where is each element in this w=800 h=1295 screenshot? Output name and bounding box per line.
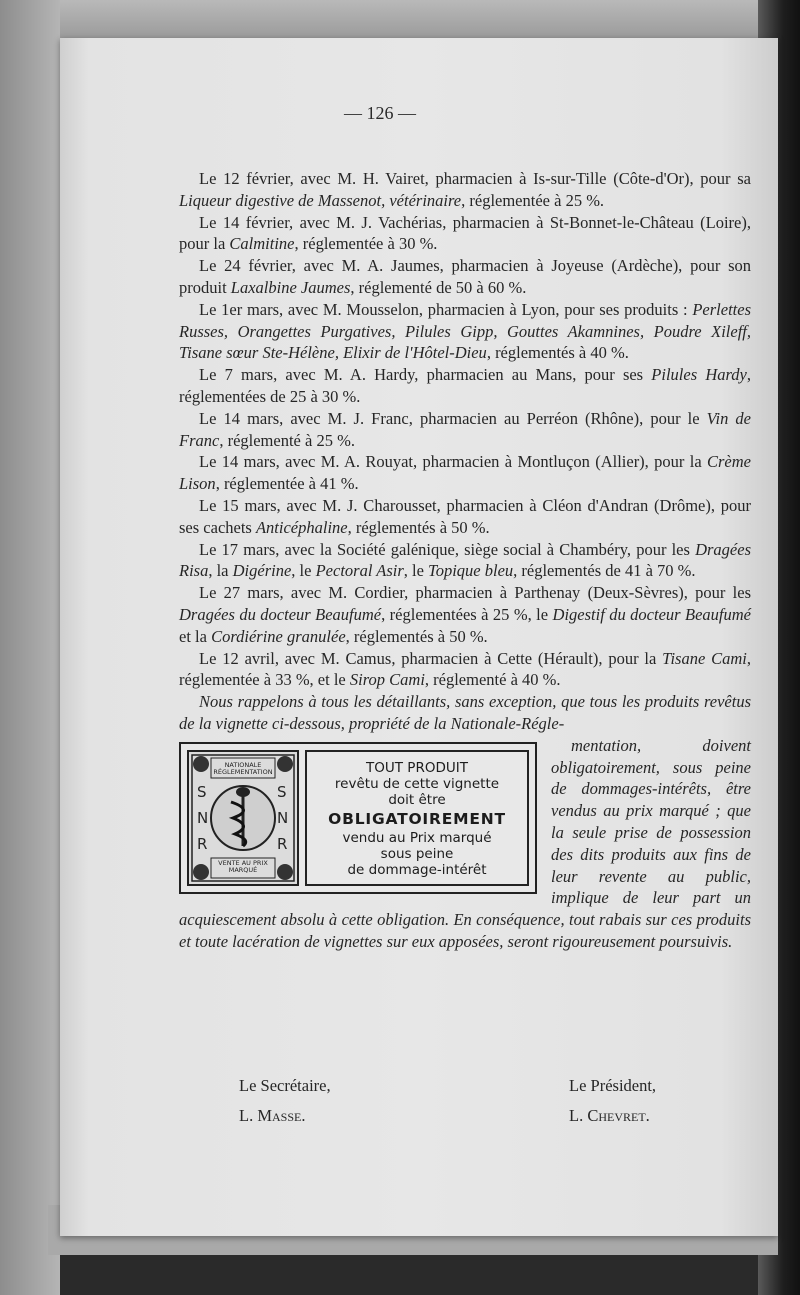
paragraph-text: Le 1er mars, avec M. Mousselon, pharmacien à Lyon, pour ses produits : <box>199 299 693 319</box>
notice-box-line: de dommage-intérêt <box>347 861 487 878</box>
product-name: Liqueur digestive de Massenot, vétérinaire <box>179 190 462 210</box>
paragraph-text: , réglementés de 41 à 70 %. <box>513 561 696 581</box>
stamp-top-label: NATIONALE RÉGLEMENTATION <box>213 760 273 776</box>
paragraph-text: , réglementé à 40 %. <box>424 670 561 690</box>
product-name: Tisane Cami <box>662 648 747 668</box>
secretary-name: L. Masse. <box>239 1106 306 1125</box>
product-name: Perlettes Russes, Orangettes Purgatives, Pilules Gipp, Gouttes Akamnines, Poudre Xileff, Tisane sœur Ste-Hélène, Elixir de l'Hôtel-Dieu <box>179 299 751 363</box>
product-name: Digérine <box>232 561 292 581</box>
paragraph-text: , réglementées de 25 à 30 %. <box>179 365 751 406</box>
paragraph-text: Le 27 mars, avec M. Cordier, pharmacien à Parthenay (Deux-Sèvres), pour les <box>199 583 751 603</box>
agreement-paragraph <box>179 364 751 408</box>
product-name: Calmitine <box>229 234 295 254</box>
stamp-bottom-label: VENTE AU PRIX MARQUÉ <box>218 858 268 874</box>
paragraph-text: , réglementés à 50 %. <box>345 626 488 646</box>
paragraph-text: , réglementés à 40 %. <box>486 343 629 363</box>
paragraph-list <box>179 168 751 691</box>
notice-box-line: revêtu de cette vignette <box>334 775 500 792</box>
notice-box-emphasis: OBLIGATOIREMENT <box>328 809 506 828</box>
notice-paragraph <box>179 691 751 735</box>
agreement-paragraph <box>179 648 751 692</box>
paragraph-text: , réglementée à 33 %, et le <box>179 648 751 690</box>
secretary-signature <box>239 1071 331 1131</box>
vignette-stamp <box>187 750 299 886</box>
president-name: L. Chevret. <box>569 1106 650 1125</box>
paragraph-text: Le 12 avril, avec M. Camus, pharmacien à Cette (Hérault), pour la <box>199 648 663 668</box>
product-name: Pilules Hardy <box>651 365 747 385</box>
paragraph-text: Le 12 février, avec M. H. Vairet, pharmacien à Is-sur-Tille (Côte-d'Or), pour sa <box>199 169 751 188</box>
stamp-letter: N <box>277 808 289 827</box>
product-name: Vin de Franc <box>179 408 752 450</box>
page-number: — 126 — <box>344 103 416 123</box>
paragraph-text: Le 14 février, avec M. J. Vachérias, pharmacien à St-Bonnet-le-Château (Loire), pour la <box>179 212 751 254</box>
paragraph-text: , réglementé à 25 %. <box>219 430 355 450</box>
stamp-letter: S <box>277 782 287 801</box>
notice-lead-text: Nous rappelons à tous les détaillants, sans exception, que tous les produits revêtus de la vignette ci-dessous, propriété de la Nationale-Régle- <box>179 692 751 733</box>
agreement-paragraph <box>179 255 751 299</box>
paragraph-text: , réglementés à 50 %. <box>347 517 490 537</box>
agreement-paragraph <box>179 495 751 539</box>
product-name: Sirop Cami <box>349 670 425 690</box>
paragraph-text: Le 24 février, avec M. A. Jaumes, pharmacien à Joyeuse (Ardèche), pour son produit <box>179 256 751 297</box>
paragraph-text: , réglementé de 50 à 60 %. <box>350 277 527 297</box>
paragraph-text: , le <box>403 561 429 581</box>
body-text <box>179 168 751 953</box>
notice-box-line: sous peine <box>380 845 454 862</box>
president-title: Le Président, <box>569 1076 657 1095</box>
stamp-letter: R <box>197 834 208 853</box>
agreement-paragraph <box>179 582 751 647</box>
paragraph-text: Le 14 mars, avec M. A. Rouyat, pharmacien à Montluçon (Allier), pour la <box>199 452 707 472</box>
secretary-title: Le Secrétaire, <box>239 1076 331 1095</box>
agreement-paragraph <box>179 299 751 364</box>
agreement-paragraph <box>179 539 751 583</box>
product-name: Anticéphaline <box>255 517 348 537</box>
product-name: Pectoral Asir <box>315 561 404 581</box>
notice-box-line: vendu au Prix marqué <box>342 829 492 846</box>
vignette-frame <box>179 742 537 894</box>
product-name: Topique bleu <box>428 561 514 581</box>
product-name: Cordiérine granulée <box>211 626 346 646</box>
paragraph-text: Le 15 mars, avec M. J. Charousset, pharmacien à Cléon d'Andran (Drôme), pour ses cachets <box>179 495 751 537</box>
agreement-paragraph <box>179 451 751 495</box>
notice-section <box>179 691 751 953</box>
paragraph-text: , le <box>291 561 316 581</box>
vignette-notice-box <box>305 750 529 886</box>
agreement-paragraph <box>179 408 751 452</box>
paragraph-text: , réglementée à 25 %. <box>461 190 605 210</box>
product-name: Laxalbine Jaumes <box>230 277 351 297</box>
stamp-letter: R <box>277 834 288 853</box>
paragraph-text: , la <box>208 561 233 581</box>
paragraph-text: , réglementée à 30 %. <box>294 234 438 254</box>
paragraph-text: et la <box>179 626 212 646</box>
stamp-letter: N <box>197 808 209 827</box>
notice-box-line: TOUT PRODUIT <box>366 759 468 776</box>
stamp-letter: S <box>197 782 207 801</box>
product-name: Dragées du docteur Beaufumé <box>179 604 382 624</box>
product-name: Digestif du docteur Beaufumé <box>552 604 751 624</box>
president-signature <box>569 1071 656 1131</box>
paragraph-text: , réglementée à 41 %. <box>215 474 359 494</box>
paragraph-text: Le 17 mars, avec la Société galénique, siège social à Chambéry, pour les <box>199 539 696 559</box>
notice-continuation-text: mentation, doivent obligatoirement, sous peine de dommages-intérêts, être vendus au prix marqué ; que la seule prise de possession des dits produits aux fins de leur revente au public, implique de leur part un acquiescement absolu à cette obligation. En conséquence, tout rabais sur ces produits et toute lacération de vignettes sur eux apposées, seront rigoureusement poursuivis. <box>179 735 751 951</box>
product-name: Dragées Risa <box>179 539 751 581</box>
paragraph-text: Le 14 mars, avec M. J. Franc, pharmacien au Perréon (Rhône), pour le <box>199 408 707 428</box>
paragraph-text: Le 7 mars, avec M. A. Hardy, pharmacien au Mans, pour ses <box>199 365 652 385</box>
notice-box-line: doit être <box>388 791 446 808</box>
scan-backdrop-left <box>0 0 60 1295</box>
product-name: Crème Lison <box>179 452 751 494</box>
agreement-paragraph <box>179 168 751 212</box>
agreement-paragraph <box>179 212 751 256</box>
paragraph-text: , réglementées à 25 %, le <box>381 604 553 624</box>
